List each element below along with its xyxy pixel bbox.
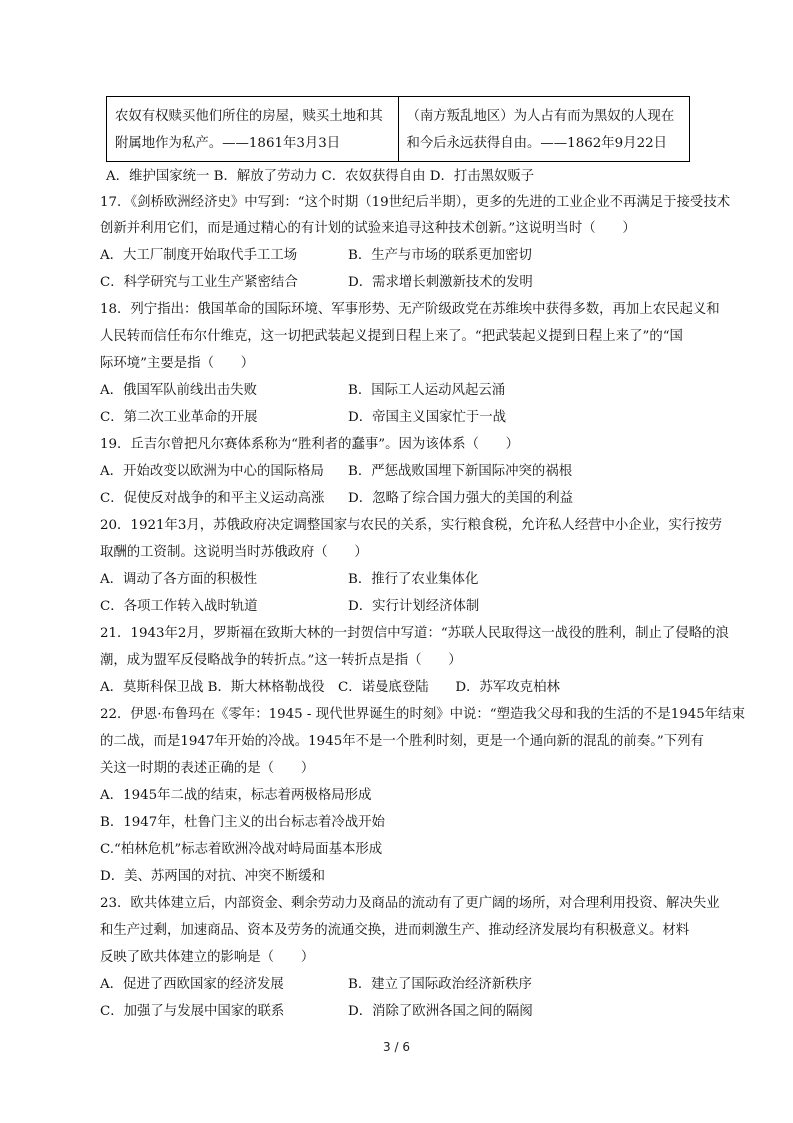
q17-options-row-1	[100, 243, 532, 269]
q20-option-c[interactable]: C．各项工作转入战时轨道	[100, 599, 258, 614]
q23-option-d[interactable]: D．消除了欧洲各国之间的隔阂	[348, 1004, 533, 1019]
q18-stem-line-3: 际环境”主要是指（ ）	[100, 356, 255, 371]
q21-stem-line-1: 21．1943年2月，罗斯福在致斯大林的一封贺信中写道：“苏联人民取得这一战役的胜利，制止了侵略的浪	[100, 626, 729, 641]
q19-options-row-1	[100, 459, 573, 485]
source-table-left-cell: 农奴有权赎买他们所住的房屋，赎买土地和其附属地作为私产。——1861年3月3日	[107, 97, 399, 162]
q23-options-row-1	[100, 972, 532, 998]
q18-stem-line-2: 人民转而信任布尔什维克，这一切把武装起义提到日程上来了。“把武装起义提到日程上来了”的“国	[100, 329, 683, 344]
q22-option-b[interactable]: B．1947年，杜鲁门主义的出台标志着冷战开始	[100, 815, 385, 830]
q23-option-b[interactable]: B．建立了国际政治经济新秩序	[348, 977, 532, 992]
q22-option-a[interactable]: A．1945年二战的结束，标志着两极格局形成	[100, 788, 372, 803]
q17-stem-line-1: 17．《剑桥欧洲经济史》中写到：“这个时期（19世纪后半期），更多的先进的工业企业不再满足于接受技术	[100, 195, 731, 210]
q18-option-b[interactable]: B．国际工人运动风起云涌	[348, 383, 506, 398]
q16-options: A．维护国家统一 B．解放了劳动力 C．农奴获得自由 D．打击黑奴贩子	[106, 169, 535, 184]
q23-stem-line-2: 和生产过剩，加速商品、资本及劳务的流通交换，进而刺激生产、推动经济发展均有积极意义。材料	[100, 923, 690, 938]
page-number: 3 / 6	[383, 1040, 410, 1054]
q19-option-c[interactable]: C．促使反对战争的和平主义运动高涨	[100, 491, 325, 506]
q17-stem-line-2: 创新并利用它们，而是通过精心的有计划的试验来追寻这种技术创新。”这说明当时（ ）	[100, 221, 636, 236]
q19-options-row-2	[100, 486, 573, 512]
q19-option-a[interactable]: A．开始改变以欧洲为中心的国际格局	[100, 464, 324, 479]
q20-option-b[interactable]: B．推行了农业集体化	[348, 572, 479, 587]
q17-option-a[interactable]: A．大工厂制度开始取代手工工场	[100, 248, 298, 263]
source-table	[106, 96, 690, 162]
q19-option-b[interactable]: B．严惩战败国埋下新国际冲突的祸根	[348, 464, 573, 479]
q17-options-row-2	[100, 270, 533, 296]
q23-option-c[interactable]: C．加强了与发展中国家的联系	[100, 1004, 285, 1019]
q17-option-d[interactable]: D．需求增长刺激新技术的发明	[348, 275, 533, 290]
q20-stem-line-2: 取酬的工资制。这说明当时苏俄政府（ ）	[100, 545, 368, 560]
q17-option-c[interactable]: C．科学研究与工业生产紧密结合	[100, 275, 298, 290]
q23-stem-line-1: 23．欧共体建立后，内部资金、剩余劳动力及商品的流动有了更广阔的场所，对合理利用投资、解决失业	[100, 896, 720, 911]
q20-options-row-2	[100, 594, 480, 620]
source-table-right-cell: （南方叛乱地区）为人占有而为黑奴的人现在和今后永远获得自由。——1862年9月22日	[398, 97, 690, 162]
q18-options-row-1	[100, 378, 506, 404]
q22-stem-line-1: 22．伊恩·布鲁玛在《零年：1945 - 现代世界诞生的时刻》中说：“塑造我父母和我的生活的不是1945年结束	[100, 707, 745, 722]
q22-option-d[interactable]: D．美、苏两国的对抗、冲突不断缓和	[100, 869, 325, 884]
q18-stem-line-1: 18．列宁指出：俄国革命的国际环境、军事形势、无产阶级政党在苏维埃中获得多数，再加上农民起义和	[100, 302, 720, 317]
q18-option-c[interactable]: C．第二次工业革命的开展	[100, 410, 258, 425]
q20-stem-line-1: 20．1921年3月，苏俄政府决定调整国家与农民的关系，实行粮食税，允许私人经营中小企业，实行按劳	[100, 518, 723, 533]
q18-option-d[interactable]: D．帝国主义国家忙于一战	[348, 410, 507, 425]
q19-option-d[interactable]: D．忽略了综合国力强大的美国的利益	[348, 491, 573, 506]
q20-options-row-1	[100, 567, 479, 593]
q20-option-a[interactable]: A．调动了各方面的积极性	[100, 572, 257, 587]
q23-option-a[interactable]: A．促进了西欧国家的经济发展	[100, 977, 284, 992]
q22-stem-line-2: 的二战，而是1947年开始的冷战。1945年不是一个胜利时刻，更是一个通向新的混乱的前奏。”下列有	[100, 734, 704, 749]
q18-option-a[interactable]: A．俄国军队前线出击失败	[100, 383, 257, 398]
q17-option-b[interactable]: B．生产与市场的联系更加密切	[348, 248, 532, 263]
q21-stem-line-2: 潮，成为盟军反侵略战争的转折点。”这一转折点是指（ ）	[100, 653, 462, 668]
q22-stem-line-3: 关这一时期的表述正确的是（ ）	[100, 761, 315, 776]
q18-options-row-2	[100, 405, 507, 431]
q19-stem-line-1: 19．丘吉尔曾把凡尔赛体系称为“胜利者的蠢事”。因为该体系（ ）	[100, 437, 520, 452]
q23-stem-line-3: 反映了欧共体建立的影响是（ ）	[100, 950, 315, 965]
q20-option-d[interactable]: D．实行计划经济体制	[348, 599, 480, 614]
q21-options[interactable]: A．莫斯科保卫战 B．斯大林格勒战役 C．诺曼底登陆 D．苏军攻克柏林	[100, 680, 560, 695]
q23-options-row-2	[100, 999, 533, 1025]
q22-option-c[interactable]: C.“柏林危机”标志着欧洲冷战对峙局面基本形成	[100, 842, 383, 857]
